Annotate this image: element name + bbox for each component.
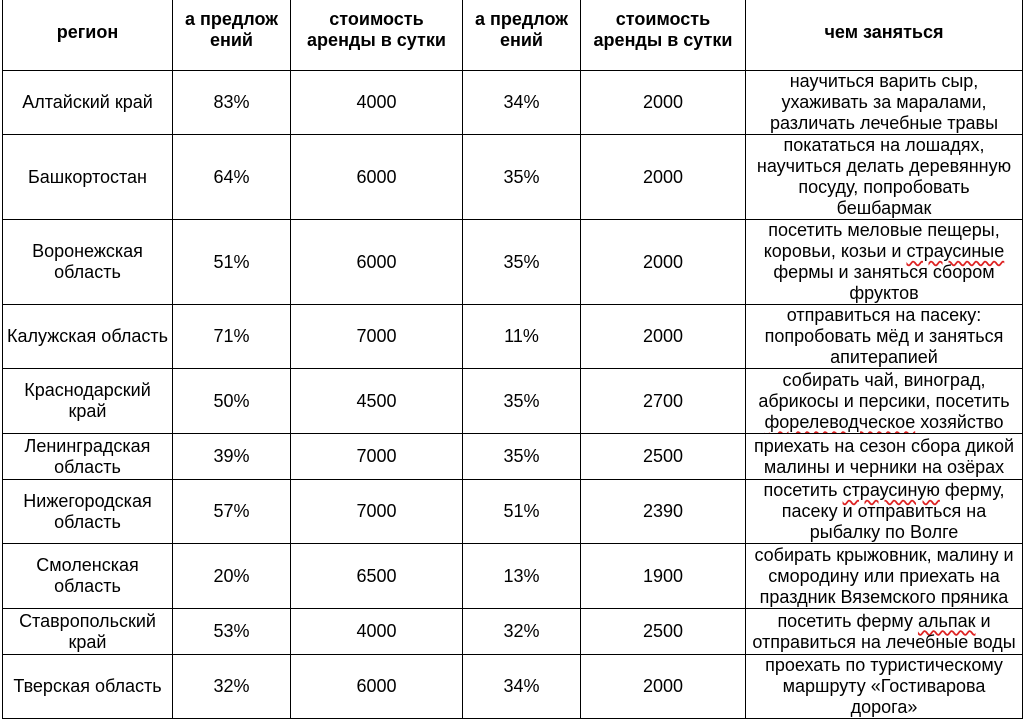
activity-text: и отправиться на лечебные воды [752,610,1016,652]
region-cell: Ставропольский край [3,609,173,655]
activity-text: посетить [763,480,843,500]
header-activities: чем заняться [746,0,1023,71]
spellcheck-underlined-word: альпак [917,610,976,631]
table-row [3,135,1023,220]
table-row [3,655,1023,719]
share-offers-1-cell: 71% [173,305,291,369]
rent-price-1-cell: 6000 [291,220,463,305]
region-cell: Краснодарский край [3,369,173,434]
share-offers-2-cell: 51% [463,480,581,544]
header-rent-price-1: стоимость аренды в сутки [291,0,463,71]
rent-price-1-cell: 4000 [291,71,463,135]
header-region: регион [3,0,173,71]
activity-text: проехать по туристическому маршруту «Гостиварова дорога» [765,655,1003,717]
region-cell: Смоленская область [3,544,173,609]
table-row [3,434,1023,480]
activities-cell [746,305,1023,369]
rent-price-2-cell: 2700 [581,369,746,434]
share-offers-1-cell: 83% [173,71,291,135]
activity-text: хозяйство [915,411,1004,432]
activity-text: отправиться на пасеку: попробовать мёд и заняться апитерапией [764,305,1004,367]
rent-price-1-cell: 7000 [291,480,463,544]
share-offers-2-cell: 11% [463,305,581,369]
region-cell: Нижегородская область [3,480,173,544]
header-row [3,0,1023,71]
rent-price-1-cell: 7000 [291,434,463,480]
region-cell: Тверская область [3,655,173,719]
rent-price-2-cell: 2500 [581,609,746,655]
rent-price-2-cell: 2000 [581,220,746,305]
rent-price-1-cell: 4500 [291,369,463,434]
rent-price-2-cell: 2000 [581,71,746,135]
share-offers-2-cell: 32% [463,609,581,655]
rent-price-1-cell: 7000 [291,305,463,369]
rent-price-1-cell: 6500 [291,544,463,609]
share-offers-1-cell: 20% [173,544,291,609]
activities-cell [746,220,1023,305]
share-offers-2-cell: 34% [463,71,581,135]
rent-price-1-cell: 6000 [291,655,463,719]
table-row [3,609,1023,655]
activity-text: покататься на лошадях, научиться делать деревянную посуду, попробовать бешбармак [756,135,1012,218]
table-row [3,220,1023,305]
share-offers-1-cell: 32% [173,655,291,719]
activities-cell [746,544,1023,609]
header-share-offers-2: а предлож ений [463,0,581,71]
activity-text: собирать чай, виноград, абрикосы и персики, посетить [758,369,1010,411]
share-offers-2-cell: 35% [463,369,581,434]
activity-text: фермы и заняться сбором фруктов [773,262,995,303]
share-offers-1-cell: 53% [173,609,291,655]
share-offers-1-cell: 39% [173,434,291,480]
activities-cell [746,135,1023,220]
activity-text: ферму, пасеку и отправиться на рыбалку по Волге [781,480,1005,542]
activity-text: приехать на сезон сбора дикой малины и черники на озёрах [753,435,1015,477]
region-cell: Калужская область [3,305,173,369]
rent-price-1-cell: 6000 [291,135,463,220]
share-offers-1-cell: 50% [173,369,291,434]
activities-cell [746,480,1023,544]
activities-cell [746,369,1023,434]
rent-price-2-cell: 1900 [581,544,746,609]
share-offers-2-cell: 13% [463,544,581,609]
share-offers-1-cell: 51% [173,220,291,305]
region-cell: Алтайский край [3,71,173,135]
rent-price-2-cell: 2000 [581,135,746,220]
activities-cell [746,609,1023,655]
table-row [3,305,1023,369]
activity-text: собирать крыжовник, малину и смородину или приехать на праздник Вяземского пряника [754,544,1014,607]
share-offers-2-cell: 35% [463,434,581,480]
region-cell: Воронежская область [3,220,173,305]
spellcheck-underlined-word: форелеводческое [764,411,916,432]
table-row [3,71,1023,135]
header-rent-price-2: стоимость аренды в сутки [581,0,746,71]
table-row [3,369,1023,434]
activities-cell [746,655,1023,719]
rent-price-2-cell: 2500 [581,434,746,480]
region-cell: Башкортостан [3,135,173,220]
spellcheck-underlined-word: страусиные [906,241,1005,261]
table-row [3,480,1023,544]
share-offers-1-cell: 64% [173,135,291,220]
activity-text: посетить меловые пещеры, коровьи, козьи и [763,220,1000,261]
agro-tourism-table [2,0,1023,719]
spellcheck-underlined-word: страусиную [842,480,940,500]
activity-text: посетить ферму [777,610,918,631]
rent-price-2-cell: 2390 [581,480,746,544]
share-offers-2-cell: 34% [463,655,581,719]
share-offers-2-cell: 35% [463,135,581,220]
activities-cell [746,434,1023,480]
share-offers-1-cell: 57% [173,480,291,544]
rent-price-2-cell: 2000 [581,655,746,719]
region-cell: Ленинградская область [3,434,173,480]
rent-price-1-cell: 4000 [291,609,463,655]
activity-text: научиться варить сыр, ухаживать за маралами, различать лечебные травы [769,71,999,133]
share-offers-2-cell: 35% [463,220,581,305]
activities-cell [746,71,1023,135]
table-row [3,544,1023,609]
header-share-offers-1: а предлож ений [173,0,291,71]
rent-price-2-cell: 2000 [581,305,746,369]
